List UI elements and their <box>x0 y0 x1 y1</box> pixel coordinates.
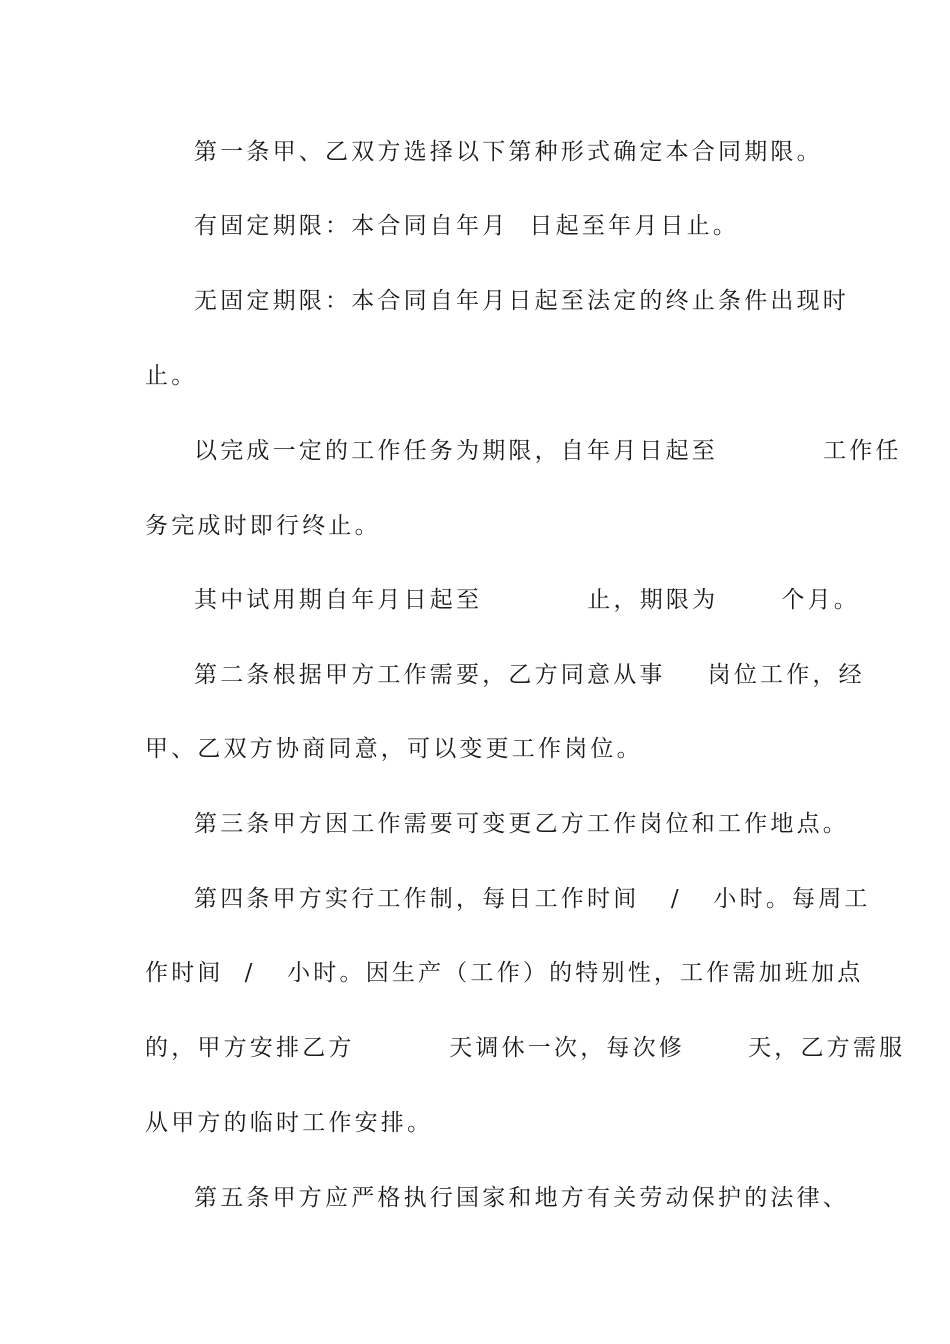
article-4-text: 第四条甲方实行工作制，每日工作时间 / 小时。每周工 <box>194 886 871 912</box>
task-term-text: 以完成一定的工作任务为期限，自年月日起至 工作任 <box>194 438 902 464</box>
article-2-text-cont: 甲、乙双方协商同意，可以变更工作岗位。 <box>145 736 643 762</box>
article-4-text-cont-2: 的，甲方安排乙方 天调休一次，每次修 天，乙方需服 <box>145 1035 906 1061</box>
open-term-text: 无固定期限：本合同自年月日起至法定的终止条件出现时 <box>194 288 849 314</box>
article-5-text: 第五条甲方应严格执行国家和地方有关劳动保护的法律、 <box>194 1185 849 1211</box>
article-2-text: 第二条根据甲方工作需要，乙方同意从事 岗位工作，经 <box>194 662 865 688</box>
article-1-text: 第一条甲、乙双方选择以下第种形式确定本合同期限。 <box>194 139 823 165</box>
task-term-text-cont: 务完成时即行终止。 <box>145 513 381 539</box>
open-term-text-cont: 止。 <box>145 363 198 389</box>
fixed-term-text: 有固定期限：本合同自年月 日起至年月日止。 <box>194 213 740 239</box>
probation-text: 其中试用期自年月日起至 止，期限为 个月。 <box>194 587 860 613</box>
article-4-text-cont-1: 作时间 / 小时。因生产（工作）的特别性，工作需加班加点 <box>145 960 864 986</box>
article-3-text: 第三条甲方因工作需要可变更乙方工作岗位和工作地点。 <box>194 811 849 837</box>
article-4-text-cont-3: 从甲方的临时工作安排。 <box>145 1110 434 1136</box>
